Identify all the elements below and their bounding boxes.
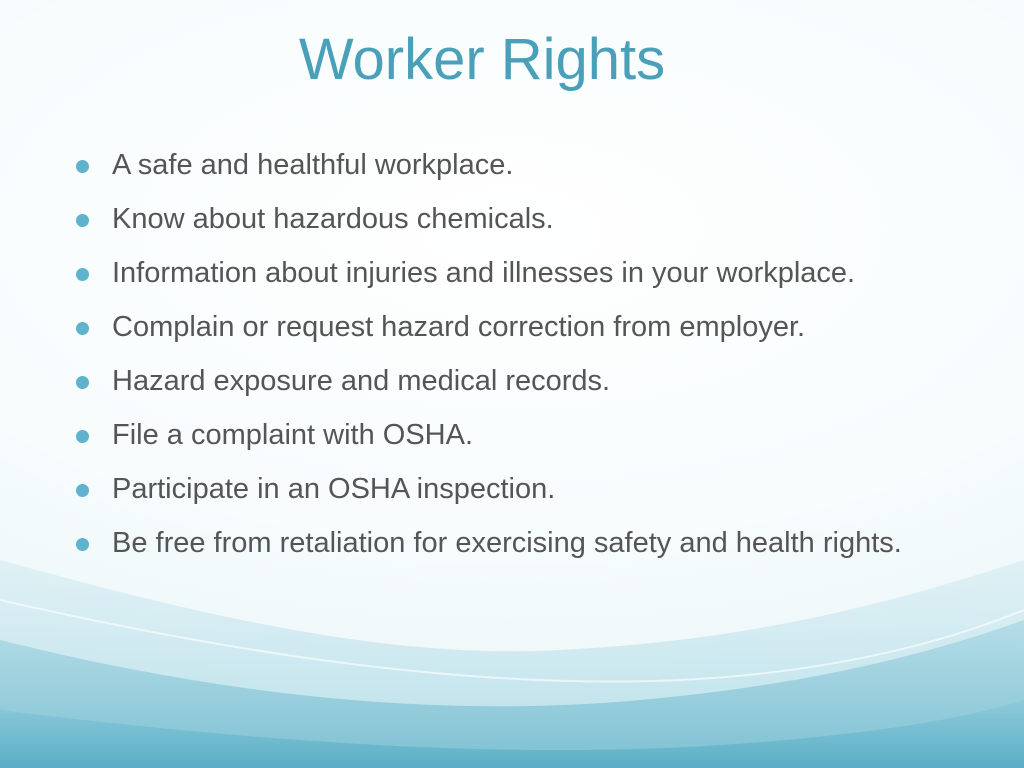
bullet-marker-icon — [76, 484, 89, 497]
bullet-marker-icon — [76, 322, 89, 335]
bullet-text: Be free from retaliation for exercising safety and health rights. — [112, 527, 902, 559]
bullet-text: Information about injuries and illnesses in your workplace. — [112, 257, 856, 289]
bullet-marker-icon — [76, 160, 89, 173]
list-item — [76, 474, 976, 505]
bullet-text: Know about hazardous chemicals. — [112, 203, 554, 235]
bullet-marker-icon — [76, 538, 89, 551]
list-item — [76, 312, 976, 343]
slide-title: Worker Rights — [298, 27, 666, 92]
bullet-marker-icon — [76, 268, 89, 281]
bullet-text: Hazard exposure and medical records. — [112, 365, 611, 397]
bullet-text: Participate in an OSHA inspection. — [112, 473, 556, 505]
bullet-text: A safe and healthful workplace. — [112, 149, 514, 181]
bullet-list — [76, 150, 976, 582]
list-item — [76, 258, 976, 289]
bullet-marker-icon — [76, 430, 89, 443]
bullet-marker-icon — [76, 376, 89, 389]
list-item — [76, 528, 976, 559]
list-item — [76, 150, 976, 181]
list-item — [76, 420, 976, 451]
bullet-text: File a complaint with OSHA. — [112, 419, 474, 451]
bullet-marker-icon — [76, 214, 89, 227]
bullet-text: Complain or request hazard correction from employer. — [112, 311, 806, 343]
list-item — [76, 204, 976, 235]
list-item — [76, 366, 976, 397]
